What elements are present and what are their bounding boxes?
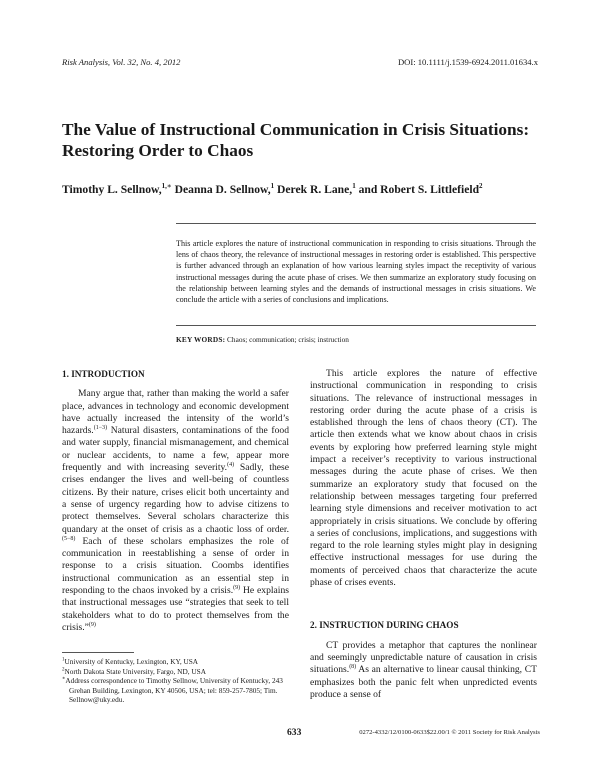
author-name: Derek R. Lane,: [274, 183, 353, 196]
body-text: As an alternative to linear causal thinking, CT emphasizes both the panic felt when unpredicted events produce a sense of: [310, 664, 537, 700]
section2-paragraph: [310, 640, 537, 701]
body-text: He explains that instructional messages use “strategies that seek to tell stakeholders what to do to protect themselves from the crisis.”: [62, 585, 289, 633]
right-column: [310, 368, 537, 701]
author-list: [62, 183, 542, 196]
body-text: Many argue that, rather than making the world a safer place, advances in technology and economic development have actually increased the intensity of the world’s hazards.: [62, 388, 289, 437]
copyright-line: 0272-4332/12/0100-0633$22.00/1 © 2011 Society for Risk Analysis: [359, 729, 540, 736]
author-name: and Robert S. Littlefield: [355, 183, 480, 196]
citation-ref[interactable]: (1−3): [93, 425, 108, 431]
citation-ref[interactable]: (9): [88, 621, 96, 628]
affiliation-mark: 2: [479, 182, 483, 191]
keywords-text: Chaos; communication; crisis; instruction: [225, 335, 349, 344]
citation-ref[interactable]: (8): [349, 664, 357, 671]
footnote: [62, 676, 292, 705]
author-name: Deanna D. Sellnow,: [171, 183, 271, 196]
body-text: Natural disasters, contaminations of the food and water supply, financial mismanagement, and chemical or nuclear accidents, to name a few, appear more frequently and with increasing severity.: [62, 425, 289, 474]
author-name: Timothy L. Sellnow,: [62, 183, 162, 196]
doi-link[interactable]: DOI: 10.1111/j.1539-6924.2011.01634.x: [397, 57, 538, 67]
affiliation-mark: 1: [352, 182, 356, 191]
footnote-text: Address correspondence to Timothy Sellnow, University of Kentucky, 243 Grehan Building, Lexington, KY 40506, USA; tel: 859-257-7805; Tim. Sellnow@uky.edu.: [65, 676, 283, 705]
citation-ref[interactable]: (5−8): [62, 535, 76, 542]
affiliation-mark: 1,∗: [161, 182, 172, 191]
footnote-rule: [62, 652, 134, 653]
abstract: This article explores the nature of instructional communication in responding to crisis situations. Through the lens of chaos theory, the relevance of instructional messages in restoring order is established. This perspective is further advanced through an explanation of how various learning styles impact the receptivity of various instructional messages during the acute phase of crises. We then summarize an exploratory study focusing on the relationship between learning styles and the demands of instructional messages in crisis situations. We conclude the article with a series of conclusions and implications.: [176, 239, 536, 305]
body-text: CT provides a metaphor that captures the nonlinear and seemingly unpredictable nature of causation in crisis situations.: [310, 639, 537, 676]
page-number: 633: [287, 727, 302, 738]
footnote-text: North Dakota State University, Fargo, ND, USA: [64, 666, 206, 676]
left-column: [62, 368, 289, 634]
abstract-bottom-rule: [176, 325, 536, 326]
footnotes: [62, 657, 292, 705]
introduction-paragraph: [62, 388, 289, 634]
footnote: [62, 667, 292, 677]
footnote-mark: ∗: [62, 676, 66, 682]
abstract-top-rule: [176, 223, 536, 224]
footnote-text: University of Kentucky, Lexington, KY, USA: [64, 657, 199, 666]
keywords: [176, 335, 536, 344]
journal-citation: Risk Analysis, Vol. 32, No. 4, 2012: [62, 57, 181, 67]
article-title: The Value of Instructional Communication in Crisis Situations: Restoring Order to Chaos: [62, 120, 530, 160]
section-heading-introduction: 1. INTRODUCTION: [62, 369, 145, 379]
article-overview-paragraph: This article explores the nature of effective instructional communication in responding to crisis situations. The relevance of instructional messages in restoring order during the acute phase of a crisis is established through the lens of chaos theory (CT). The article then extends what we know about chaos in crisis events by exploring how preferred learning style might impact a receiver’s receptivity to various instructional messages during the acute phase of crises. We then summarize an exploratory study that focused on the relationship between messages targeting four preferred learning style dimensions and receiver motivation to act appropriately in crisis situations. We conclude by offering a series of conclusions, implications, and suggestions with regard to the role learning styles might play in designing effective instructional messages for use during the moments of perceived chaos that characterize the acute phase of crises events.: [310, 368, 537, 589]
footnote: [62, 657, 292, 667]
citation-ref[interactable]: (9): [233, 584, 241, 591]
citation-ref[interactable]: (4): [227, 461, 235, 468]
keywords-label: KEY WORDS:: [176, 335, 226, 344]
footnote-mark: 2: [62, 667, 65, 673]
footnote-mark: 1: [62, 657, 65, 663]
body-text: Sadly, these crises endanger the lives and well-being of countless citizens. By their nature, crises elicit both uncertainty and a sense of urgency regarding how to advise citizens to protect themselves. Several scholars characterize this quandary at the onset of crisis as a chaotic loss of order.: [62, 462, 290, 535]
section-heading-instruction-during-chaos: 2. INSTRUCTION DURING CHAOS: [310, 620, 459, 631]
body-text: Each of these scholars emphasizes the role of communication in reestablishing a sense of order in response to a crisis situation. Coombs identifies instructional communication as an essential step in responding to the chaos invoked by a crisis.: [62, 535, 289, 597]
affiliation-mark: 1: [270, 182, 275, 191]
